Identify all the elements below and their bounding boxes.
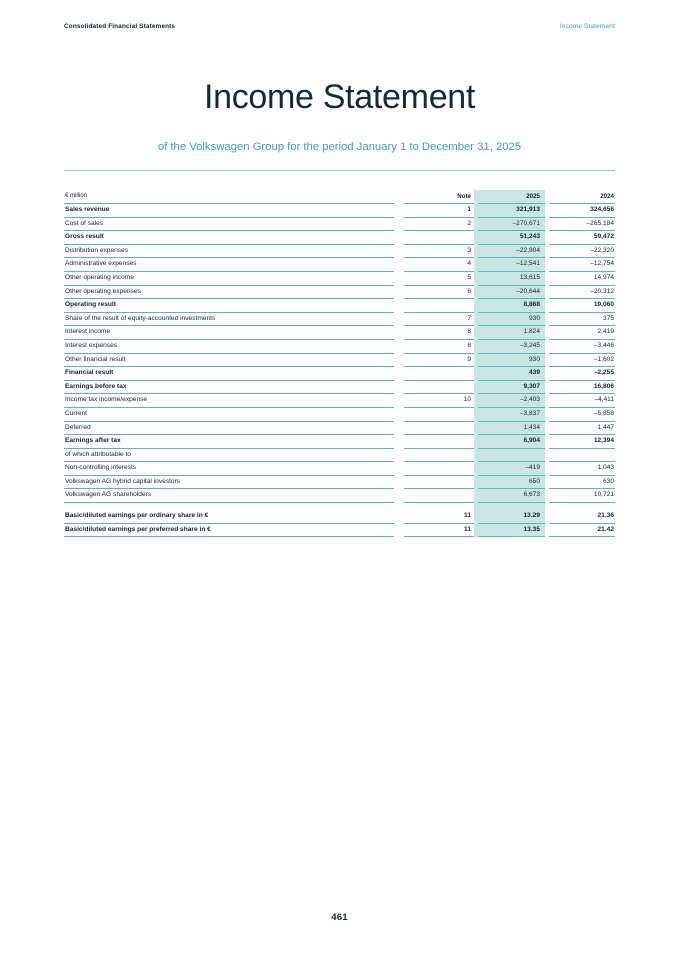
row-label: Cost of sales (64, 218, 394, 232)
running-header (64, 23, 615, 30)
row-value-2025: 8,868 (478, 299, 545, 313)
row-value-2024: –265,184 (549, 218, 615, 232)
row-label: Non-controlling interests (64, 462, 394, 476)
row-value-2025: 6,904 (478, 435, 545, 449)
row-label: Administrative expenses (64, 258, 394, 272)
header-cell-year-current: 2025 (474, 190, 545, 204)
row-note (404, 449, 474, 463)
row-value-2024: 1,447 (549, 422, 615, 436)
title-divider (64, 170, 615, 171)
row-value-2025: –12,541 (478, 258, 545, 272)
row-label: Distribution expenses (64, 245, 394, 259)
row-note (404, 408, 474, 422)
row-value-2025: 13.29 (478, 510, 545, 524)
row-value-2025: 6,673 (478, 489, 545, 503)
table-row (64, 367, 615, 381)
row-value-2024: 14,974 (549, 272, 615, 286)
running-header-section: Consolidated Financial Statements (64, 23, 176, 30)
row-label: Financial result (64, 367, 394, 381)
header-cell-unit: € million (64, 190, 394, 204)
row-note (404, 476, 474, 490)
row-value-2024: 375 (549, 313, 615, 327)
row-value-2024: 59,472 (549, 231, 615, 245)
row-note: 3 (404, 245, 474, 259)
row-note: 9 (404, 354, 474, 368)
row-note (404, 381, 474, 395)
page-title: Income Statement (203, 78, 476, 116)
row-note (404, 299, 474, 313)
table-row (64, 258, 615, 272)
row-note: 8 (404, 326, 474, 340)
row-value-2025: –22,804 (478, 245, 545, 259)
table-row (64, 218, 615, 232)
row-value-2024: 324,656 (549, 204, 615, 218)
row-value-2025: –270,671 (478, 218, 545, 232)
row-label: Operating result (64, 299, 394, 313)
table-row (64, 272, 615, 286)
row-value-2024: 2,419 (549, 326, 615, 340)
header-cell-year-prior: 2024 (545, 190, 615, 204)
table-row (64, 476, 615, 490)
row-label: Volkswagen AG shareholders (64, 489, 394, 503)
row-value-2025: 13,615 (478, 272, 545, 286)
row-note: 1 (404, 204, 474, 218)
row-note: 7 (404, 313, 474, 327)
row-label: Income tax income/expense (64, 394, 394, 408)
row-note (404, 435, 474, 449)
table-row (64, 510, 615, 524)
table-body (64, 204, 615, 537)
table-row (64, 524, 615, 538)
row-label: Earnings before tax (64, 381, 394, 395)
row-value-2025: –20,644 (478, 286, 545, 300)
table-row (64, 435, 615, 449)
row-label: of which attributable to (64, 449, 394, 463)
row-value-2024: –2,255 (549, 367, 615, 381)
row-value-2025: 930 (478, 354, 545, 368)
table-header-row (64, 190, 615, 204)
row-value-2024: 21.42 (549, 524, 615, 538)
row-label: Other operating income (64, 272, 394, 286)
row-value-2025: –419 (478, 462, 545, 476)
row-label: Current (64, 408, 394, 422)
row-value-2025: 1,434 (478, 422, 545, 436)
row-value-2024: –4,411 (549, 394, 615, 408)
page-number: 461 (331, 912, 348, 923)
row-note (404, 489, 474, 503)
table-row (64, 204, 615, 218)
row-note: 8 (404, 340, 474, 354)
row-note: 6 (404, 286, 474, 300)
row-value-2024: 19,060 (549, 299, 615, 313)
row-value-2024: –22,320 (549, 245, 615, 259)
table-row (64, 408, 615, 422)
row-value-2024: 630 (549, 476, 615, 490)
row-value-2024: –3,446 (549, 340, 615, 354)
row-value-2025: –3,245 (478, 340, 545, 354)
row-label: Gross result (64, 231, 394, 245)
row-value-2025: 930 (478, 313, 545, 327)
row-value-2024: 21.36 (549, 510, 615, 524)
row-label: Deferred (64, 422, 394, 436)
table-row (64, 326, 615, 340)
table-row (64, 462, 615, 476)
page-subtitle: of the Volkswagen Group for the period January 1 to December 31, 2025 (157, 141, 522, 153)
row-label: Interest income (64, 326, 394, 340)
income-statement-table (64, 190, 615, 537)
row-value-2024: 16,806 (549, 381, 615, 395)
row-value-2025: 13.35 (478, 524, 545, 538)
row-note: 11 (404, 510, 474, 524)
table-row (64, 422, 615, 436)
row-note: 2 (404, 218, 474, 232)
table-row (64, 394, 615, 408)
row-label: Sales revenue (64, 204, 394, 218)
row-label: Basic/diluted earnings per preferred share in € (64, 524, 394, 538)
row-value-2025: 650 (478, 476, 545, 490)
row-value-2025: 321,913 (478, 204, 545, 218)
table-spacer-row (64, 503, 615, 510)
row-note: 5 (404, 272, 474, 286)
row-note: 11 (404, 524, 474, 538)
row-value-2025 (478, 449, 545, 463)
row-value-2025: –3,837 (478, 408, 545, 422)
table-row (64, 340, 615, 354)
row-label: Interest expenses (64, 340, 394, 354)
table-row (64, 286, 615, 300)
row-value-2024: 12,394 (549, 435, 615, 449)
row-note: 10 (404, 394, 474, 408)
row-value-2024: 1,043 (549, 462, 615, 476)
table-row (64, 381, 615, 395)
row-note: 4 (404, 258, 474, 272)
table-row (64, 299, 615, 313)
row-note (404, 367, 474, 381)
row-value-2025: 1,824 (478, 326, 545, 340)
table-row (64, 354, 615, 368)
row-label: Share of the result of equity-accounted investments (64, 313, 394, 327)
row-value-2025: –2,403 (478, 394, 545, 408)
header-cell-note: Note (394, 190, 474, 204)
row-value-2024: –1,602 (549, 354, 615, 368)
running-header-chapter: Income Statement (559, 23, 615, 30)
row-note (404, 462, 474, 476)
row-value-2024: –20,312 (549, 286, 615, 300)
row-value-2024: –12,754 (549, 258, 615, 272)
row-label: Volkswagen AG hybrid capital investors (64, 476, 394, 490)
row-label: Other financial result (64, 354, 394, 368)
row-label: Basic/diluted earnings per ordinary share in € (64, 510, 394, 524)
row-value-2024 (549, 449, 615, 463)
row-value-2025: 9,307 (478, 381, 545, 395)
row-value-2025: 51,243 (478, 231, 545, 245)
row-value-2024: –5,858 (549, 408, 615, 422)
row-label: Earnings after tax (64, 435, 394, 449)
row-note (404, 422, 474, 436)
row-value-2024: 10,721 (549, 489, 615, 503)
table-row (64, 449, 615, 463)
table-row (64, 313, 615, 327)
table-row (64, 231, 615, 245)
table-row (64, 489, 615, 503)
row-label: Other operating expenses (64, 286, 394, 300)
table-row (64, 245, 615, 259)
row-note (404, 231, 474, 245)
row-value-2025: 439 (478, 367, 545, 381)
